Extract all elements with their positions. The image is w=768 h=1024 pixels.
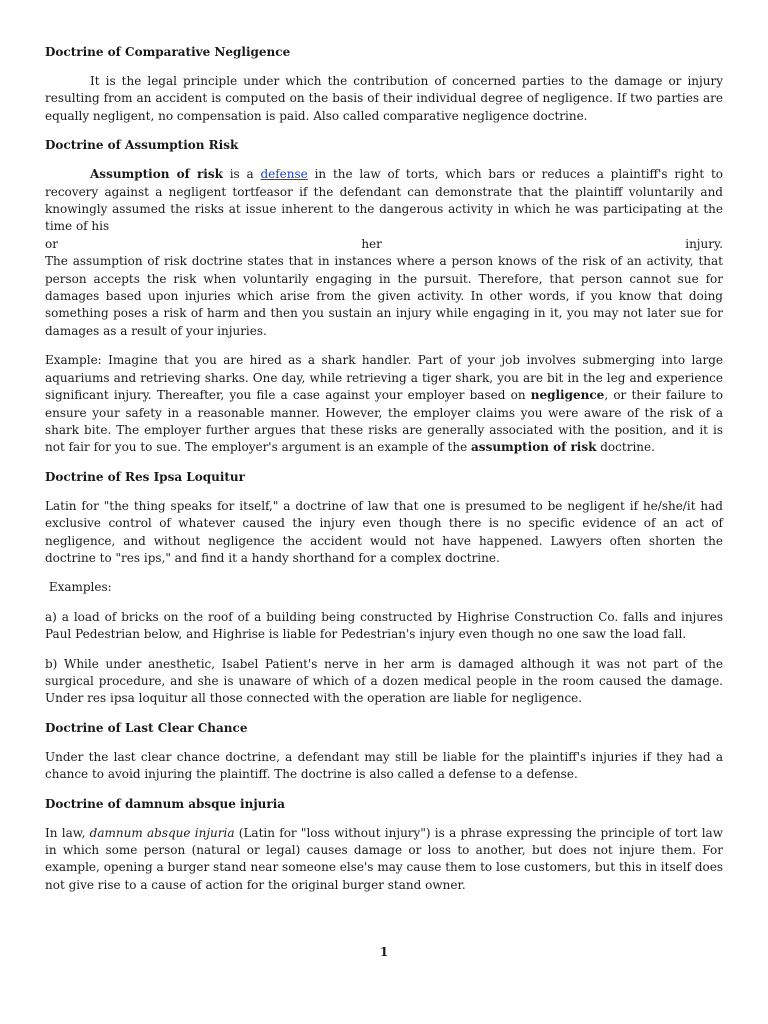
section-heading: Doctrine of Assumption Risk xyxy=(45,138,239,153)
text-run: (Latin for "loss without injury") is a phrase expressing the principle of tort law in which some person (natural or legal) causes damage or loss to another, but does not injure them. For example, opening a burger stand near someone else's may cause them to lose customers, but this in itself does not give rise to a cause of action for the original burger stand owner. xyxy=(45,825,723,892)
text-run: doctrine. xyxy=(596,440,655,455)
text-run: In law, xyxy=(45,825,90,840)
section-heading: Doctrine of Res Ipsa Loquitur xyxy=(45,469,245,484)
section-damnum-absque-injuria xyxy=(45,796,723,895)
text-run: , or their failure to ensure your safety in a reasonable manner. However, the employer claims you were aware of the risk of a shark bite. The employer further argues that these risks are generally associated with the position, and it is not fair for you to sue. The employer's argument is an example of the xyxy=(45,388,723,455)
defense-link[interactable]: defense xyxy=(260,167,308,182)
bold-term: negligence xyxy=(530,388,605,403)
section-last-clear-chance xyxy=(45,720,723,784)
paragraph xyxy=(45,352,723,456)
paragraph xyxy=(45,166,723,236)
section-res-ipsa-loquitur xyxy=(45,469,723,708)
text-run: or xyxy=(45,236,58,251)
paragraph: Under the last clear chance doctrine, a defendant may still be liable for the plaintiff's injuries if they had a chance to avoid injuring the plaintiff. The doctrine is also called a defense to a defense. xyxy=(45,749,723,782)
example-a: a) a load of bricks on the roof of a building being constructed by Highrise Construction Co. falls and injures Paul Pedestrian below, and Highrise is liable for Pedestrian's injury even though no one saw the load fall. xyxy=(45,609,723,642)
paragraph xyxy=(45,825,723,895)
text-run: is a xyxy=(222,167,261,182)
bold-term: assumption of risk xyxy=(471,440,597,455)
italic-term: damnum absque injuria xyxy=(89,825,235,840)
page-number: 1 xyxy=(379,945,389,959)
example-b: b) While under anesthetic, Isabel Patient's nerve in her arm is damaged although it was not part of the surgical procedure, and she is unaware of which of a dozen medical people in the room caused the damage. Under res ipsa loquitur all those connected with the operation are liable for negligence. xyxy=(45,656,723,706)
justified-line xyxy=(45,236,723,253)
text-run: injury. xyxy=(685,236,723,251)
section-heading: Doctrine of Last Clear Chance xyxy=(45,720,248,735)
text-run: in the law of torts, which bars or reduces a plaintiff's right to recovery against a negligent tortfeasor if the defendant can demonstrate that the plaintiff voluntarily and knowingly assumed the risks at issue inherent to the dangerous activity in which he was participating at the time of his xyxy=(45,167,723,234)
section-assumption-risk xyxy=(45,137,723,457)
paragraph: Latin for "the thing speaks for itself," a doctrine of law that one is presumed to be negligent if he/she/it had exclusive control of whatever caused the injury even though there is no specific evidence of an act of negligence, and without negligence the accident would not have happened. Lawyers often shorten the doctrine to "res ips," and find it a handy shorthand for a complex doctrine. xyxy=(45,498,723,565)
bold-term: Assumption of risk xyxy=(90,167,223,182)
section-heading: Doctrine of damnum absque injuria xyxy=(45,796,286,811)
text-run: her xyxy=(361,236,382,251)
examples-label: Examples: xyxy=(45,580,112,595)
section-heading: Doctrine of Comparative Negligence xyxy=(45,45,291,59)
paragraph: It is the legal principle under which the contribution of concerned parties to the damage or injury resulting from an accident is computed on the basis of their individual degree of negligence. If two parties are equally negligent, no compensation is paid. Also called comparative negligence doctrine. xyxy=(45,74,723,123)
section-comparative-negligence xyxy=(45,44,723,125)
paragraph: The assumption of risk doctrine states that in instances where a person knows of the risk of an activity, that person accepts the risk when voluntarily engaging in the pursuit. Therefore, that person cannot sue for damages based upon injuries which arise from the given activity. In other words, if you know that doing something poses a risk of harm and then you sustain an injury while engaging in it, you may not later sue for damages as a result of your injuries. xyxy=(45,254,723,338)
text-run: Example: Imagine that you are hired as a shark handler. Part of your job involves submerging into large aquariums and retrieving sharks. One day, while retrieving a tiger shark, you are bit in the leg and experience significant injury. Thereafter, you file a case against your employer based on xyxy=(45,353,723,403)
